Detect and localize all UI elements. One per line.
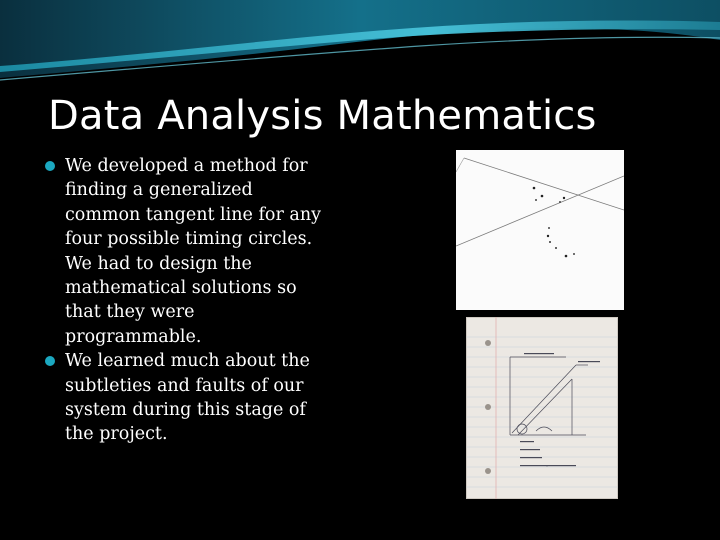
slide-title: Data Analysis Mathematics: [48, 93, 597, 139]
bullet-icon: [45, 356, 55, 366]
bullet-icon: [45, 161, 55, 171]
bullet-text: We developed a method for finding a generalized common tangent line for any four possible timing circles. We had to design the mathematical solutions so that they were programmable.: [65, 156, 321, 347]
header-wave-decoration: [0, 0, 720, 90]
bullet-list: [44, 154, 324, 447]
bullet-text: We learned much about the subtleties and faults of our system during this stage of the project.: [65, 351, 310, 445]
notebook-sketch-image: [466, 317, 618, 499]
bullet-item: [44, 154, 324, 349]
bullet-item: [44, 349, 324, 447]
tangent-plot-image: [456, 150, 624, 310]
